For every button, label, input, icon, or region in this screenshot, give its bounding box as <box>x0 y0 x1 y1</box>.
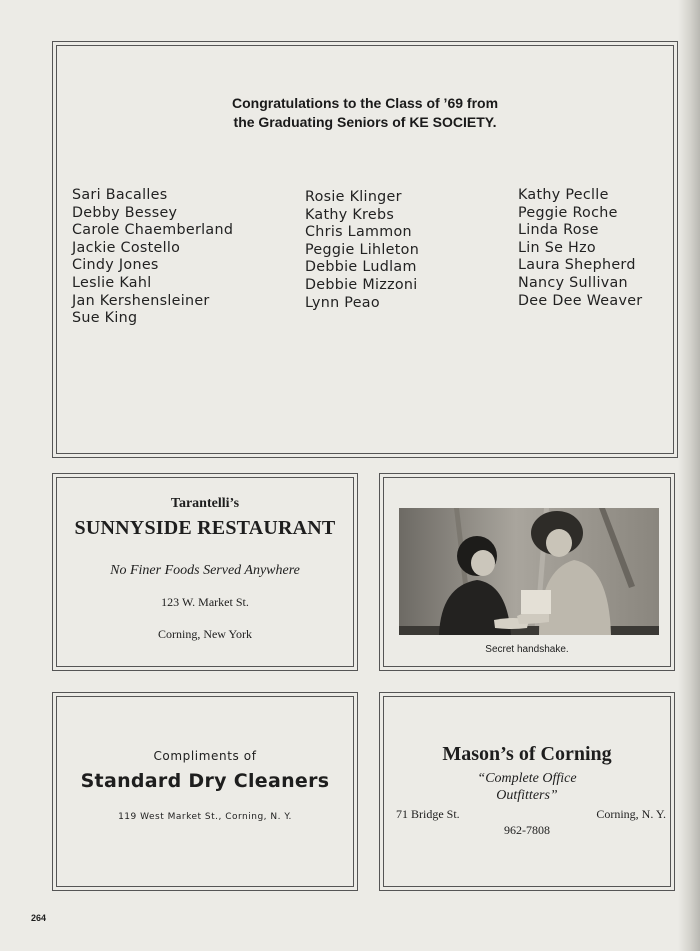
names-column-3 <box>518 187 642 310</box>
masons-phone: 962-7808 <box>504 823 550 837</box>
member-name: Debbie Mizzoni <box>305 276 418 293</box>
names-column-1 <box>72 187 233 328</box>
member-name: Linda Rose <box>518 222 599 239</box>
masons-city: Corning, N. Y. <box>596 807 666 821</box>
restaurant-name: SUNNYSIDE RESTAURANT <box>74 517 336 539</box>
member-name: Jan Kershensleiner <box>72 292 210 309</box>
names-column-2 <box>305 189 419 312</box>
cleaners-name: Standard Dry Cleaners <box>80 770 330 792</box>
restaurant-ad <box>52 473 358 671</box>
cleaners-compliments: Compliments of <box>153 749 257 763</box>
member-name: Lynn Peao <box>305 294 380 311</box>
member-name: Dee Dee Weaver <box>518 292 643 309</box>
member-name: Sue King <box>72 310 138 327</box>
member-name: Rosie Klinger <box>305 189 402 205</box>
member-name: Carole Chaemberland <box>72 222 234 239</box>
member-name: Kathy Krebs <box>305 206 395 223</box>
member-name: Jackie Costello <box>72 239 181 256</box>
photo-box <box>379 473 675 671</box>
cleaners-address: 119 West Market St., Corning, N. Y. <box>118 812 292 822</box>
restaurant-slogan: No Finer Foods Served Anywhere <box>110 563 300 578</box>
page-number: 264 <box>31 913 47 923</box>
masons-name: Mason’s of Corning <box>442 743 612 765</box>
member-name: Debby Bessey <box>72 204 178 221</box>
member-name: Peggie Lihleton <box>305 241 420 258</box>
masons-slogan-line1: “Complete Office <box>477 771 577 786</box>
ke-heading-line2: the Graduating Seniors of KE SOCIETY. <box>233 114 497 130</box>
member-name: Chris Lammon <box>305 224 412 241</box>
masons-street: 71 Bridge St. <box>396 807 460 821</box>
restaurant-address: 123 W. Market St. <box>161 595 249 609</box>
photo-caption: Secret handshake. <box>485 644 569 655</box>
member-name: Laura Shepherd <box>518 257 636 274</box>
member-name: Cindy Jones <box>72 257 159 274</box>
member-name: Leslie Kahl <box>72 274 152 291</box>
cleaners-ad <box>52 692 358 891</box>
member-name: Peggie Roche <box>518 204 618 221</box>
restaurant-owner: Tarantelli’s <box>170 496 240 511</box>
ke-heading-line1: Congratulations to the Class of ’69 from <box>231 95 499 111</box>
restaurant-city: Corning, New York <box>157 627 252 641</box>
member-name: Sari Bacalles <box>72 187 168 203</box>
member-name: Kathy Peclle <box>518 187 609 203</box>
member-name: Debbie Ludlam <box>305 259 417 276</box>
ke-society-box <box>52 41 678 458</box>
masons-ad <box>379 692 675 891</box>
member-name: Nancy Sullivan <box>518 274 628 291</box>
handshake-photo <box>399 508 659 635</box>
handshake-photo-image <box>399 508 659 635</box>
member-name: Lin Se Hzo <box>518 239 596 256</box>
masons-slogan-line2: Outfitters” <box>496 788 558 803</box>
page-edge-shadow <box>678 0 700 951</box>
ke-society-heading <box>53 94 677 132</box>
